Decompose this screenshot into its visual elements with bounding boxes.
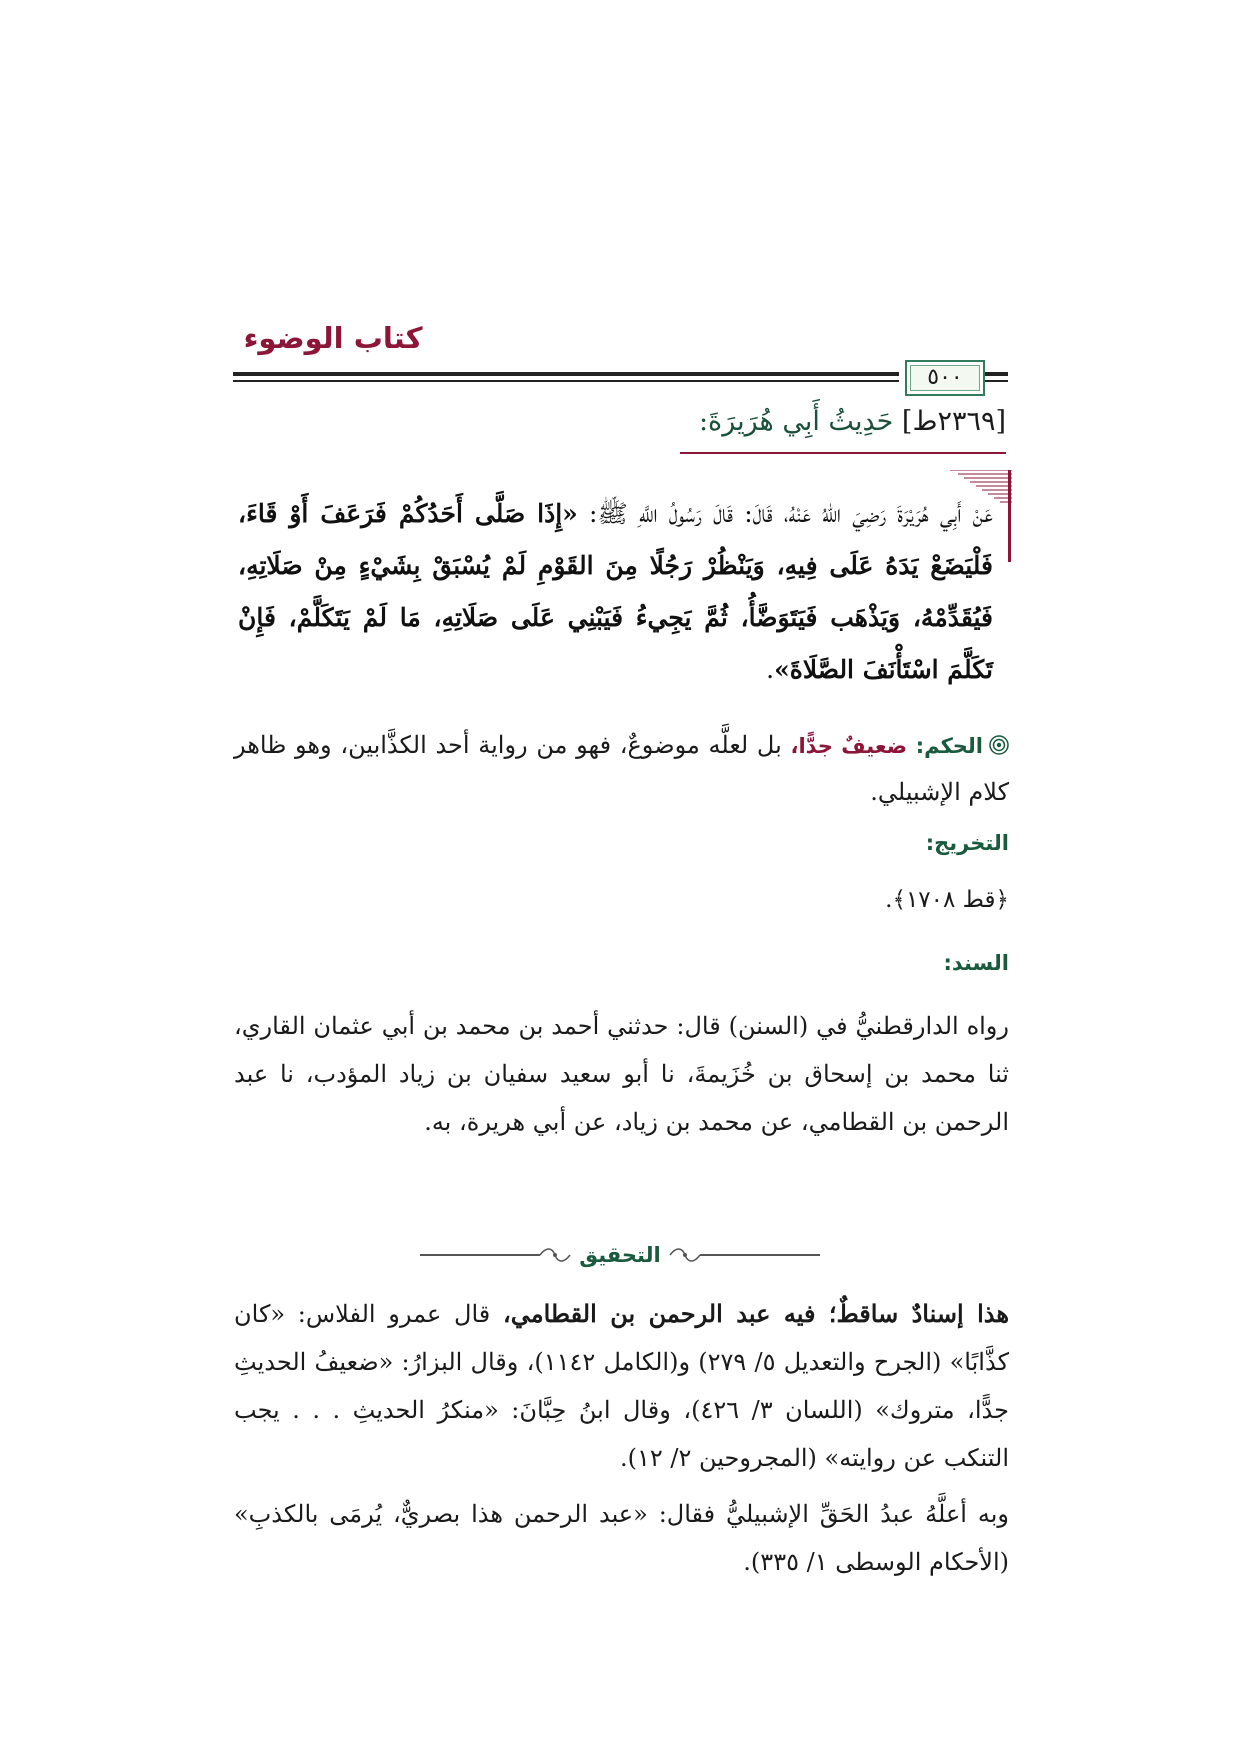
- header-rule-right-thin: [985, 380, 1008, 382]
- tahqiq-paragraph-2: وبه أعلَّهُ عبدُ الحَقِّ الإشبيليُّ فقال: «عبد الرحمن هذا بصريٌّ، يُرمَى بالكذبِ» (الأحكام الوسطى ١/ ٣٣٥).: [234, 1500, 1009, 1576]
- header-rule-right-thick: [985, 372, 1008, 376]
- hadith-text: [238, 488, 993, 696]
- hadith-heading: [366, 400, 1006, 444]
- takhrij-label: التخريج:: [925, 831, 1009, 855]
- header-rule: [233, 360, 1008, 390]
- tahqiq-paragraph-1-text: قال عمرو الفلاس: «كان كذَّابًا» (الجرح والتعديل ٥/ ٢٧٩) و(الكامل ١١٤٢)، وقال البزارُ: «ضعيفُ الحديثِ جدًّا، متروك» (اللسان ٣/ ٤٢٦)، وقال ابنُ حِبَّانَ: «منكرُ الحديثِ . . . يجب التنكب عن روايته» (المجروحين ٢/ ١٢).: [234, 1300, 1009, 1472]
- sanad-label: السند:: [943, 951, 1009, 975]
- ruling-text: بل لعلَّه موضوعٌ، فهو من رواية أحد الكذَّابين، وهو ظاهر كلام الإشبيلي.: [234, 731, 1009, 806]
- tahqiq-divider: [420, 1238, 820, 1272]
- hadith-narrator-intro: عَنْ أَبِي هُرَيْرَةَ رَضِيَ اللهُ عَنْهُ، قَالَ: قَالَ رَسُولُ اللَّهِ ﷺ:: [577, 499, 993, 528]
- page-number: ٥٠٠: [927, 365, 963, 390]
- sanad-heading: [234, 946, 1009, 980]
- heading-underline: [680, 452, 1006, 454]
- ruling-verdict: ضعيفٌ جدًّا،: [790, 734, 908, 758]
- book-title: كتاب الوضوء: [243, 321, 423, 355]
- hadith-matn: «إِذَا صَلَّى أَحَدُكُمْ فَرَعَفَ أَوْ قَاءَ، فَلْيَضَعْ يَدَهُ عَلَى فِيهِ، وَيَنْظُرْ رَجُلًا مِنَ القَوْمِ لَمْ يُسْبَقْ بِشَيْءٍ مِنْ صَلَاتِهِ، فَيُقَدِّمْهُ، وَيَذْهَب فَيَتَوَضَّأُ، ثُمَّ يَجِيءُ فَيَبْنِي عَلَى صَلَاتِهِ، مَا لَمْ يَتَكَلَّمْ، فَإِنْ تَكَلَّمَ اسْتَأْنَفَ الصَّلَاةَ»: [238, 499, 993, 684]
- takhrij-heading: [234, 826, 1009, 860]
- header-rule-thin: [233, 380, 899, 382]
- tahqiq-paragraph-1: [234, 1290, 1009, 1482]
- takhrij-reference: ﴿قط ١٧٠٨﴾.: [885, 887, 1009, 913]
- ruling-label: الحكم:: [915, 734, 983, 758]
- divider-line-right: [700, 1254, 820, 1256]
- page-header: [233, 318, 1009, 394]
- tahqiq-label: التحقيق: [579, 1243, 661, 1267]
- page-number-badge: [905, 360, 985, 396]
- divider-line-left: [420, 1254, 540, 1256]
- sanad-text: رواه الدارقطنيُّ في (السنن) قال: حدثني أحمد بن محمد بن أبي عثمان القاري، ثنا محمد بن إسحاق بن خُزَيمةَ، نا أبو سعيد سفيان بن زياد المؤدب، نا عبد الرحمن بن القطامي، عن محمد بن زياد، عن أبي هريرة، به.: [234, 1012, 1009, 1136]
- tahqiq-verdict: هذا إسنادٌ ساقطٌ؛ فيه عبد الرحمن بن القطامي،: [503, 1299, 1010, 1328]
- ruling-paragraph: [234, 722, 1009, 815]
- flower-ornament-icon: [989, 735, 1009, 755]
- swirl-ornament-icon: [668, 1247, 702, 1263]
- hadith-title: حَدِيثُ أَبِي هُرَيرَةَ:: [698, 406, 894, 437]
- hadith-end-mark: .: [766, 655, 775, 684]
- hadith-number: [٢٣٦٩ط]: [901, 406, 1006, 437]
- header-rule-thick: [233, 372, 899, 376]
